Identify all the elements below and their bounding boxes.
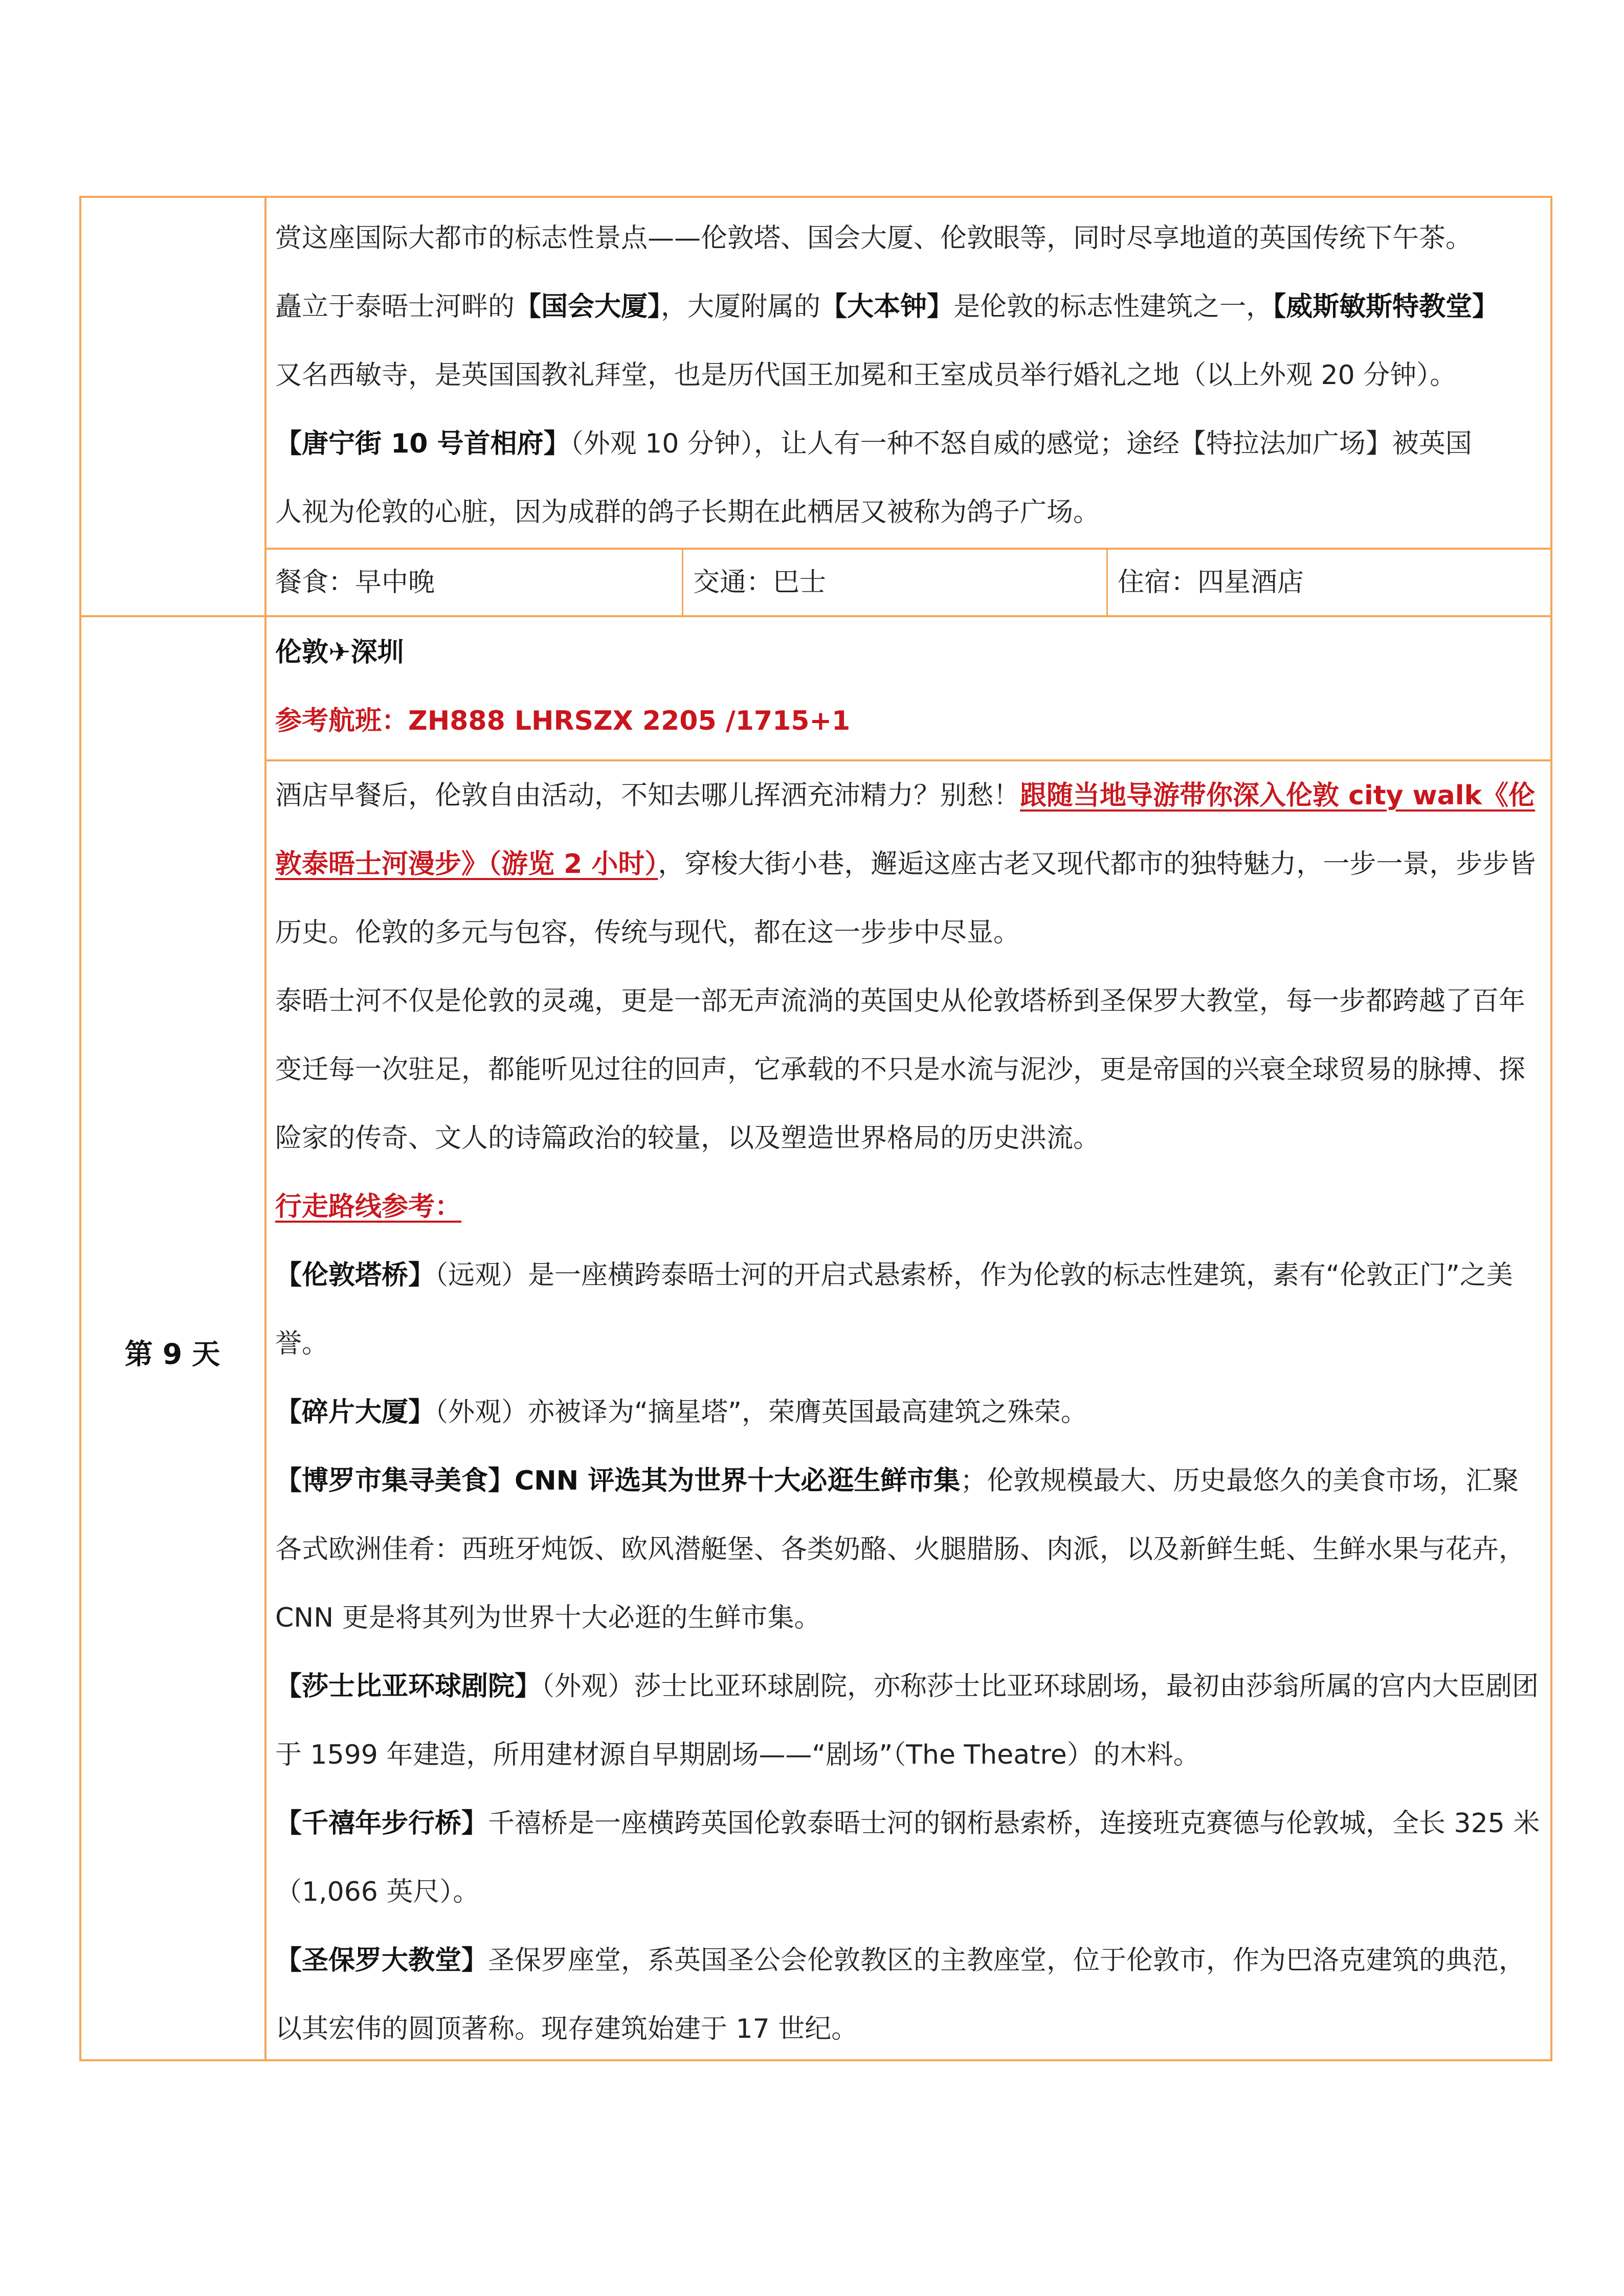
thames-paragraph: 泰晤士河不仅是伦敦的灵魂，更是一部无声流淌的英国史从伦敦塔桥到圣保罗大教堂，每一步都跨越了百年变迁每一次驻足，都能听见过往的回声，它承载的不只是水流与泥沙，更是帝国的兴衰全球贸易的脉搏、探险家的传奇、文人的诗篇政治的较量，以及塑造世界格局的历史洪流。 bbox=[275, 986, 1526, 1154]
day-9-body bbox=[275, 761, 1544, 2063]
meta-divider-1 bbox=[682, 549, 683, 615]
hotel-info: 住宿：四星酒店 bbox=[1118, 567, 1304, 598]
prev-line-3: 又名西敏寺，是英国国教礼拜堂，也是历代国王加冕和王室成员举行婚礼之地（以上外观 20 分钟）。 bbox=[275, 360, 1457, 391]
meal-info: 餐食：早中晚 bbox=[275, 567, 435, 598]
stop-borough-market: 【博罗市集寻美食】CNN 评选其为世界十大必逛生鲜市集；伦敦规模最大、历史最悠久的美食市场，汇聚各式欧洲佳肴：西班牙炖饭、欧风潜艇堡、各类奶酪、火腿腊肠、肉派，以及新鲜生蚝、生鲜水果与花卉，CNN 更是将其列为世界十大必逛的生鲜市集。 bbox=[275, 1466, 1526, 1633]
day-9-label: 第 9 天 bbox=[124, 1338, 220, 1370]
intro-paragraph: 酒店早餐后，伦敦自由活动，不知去哪儿挥洒充沛精力？别愁！跟随当地导游带你深入伦敦 city walk《伦敦泰晤士河漫步》（游览 2 小时），穿梭大街小巷，邂逅这座古老又现代都市的独特魅力，一步一景，步步皆历史。伦敦的多元与包容，传统与现代，都在这一步步中尽显。 bbox=[275, 780, 1536, 948]
itinerary-table bbox=[79, 196, 1552, 2061]
prev-line-4: 【唐宁街 10 号首相府】（外观 10 分钟），让人有一种不怒自威的感觉；途经【特拉法加广场】被英国 bbox=[275, 429, 1472, 459]
stop-shard: 【碎片大厦】（外观）亦被译为“摘星塔”，荣膺英国最高建筑之殊荣。 bbox=[275, 1397, 1087, 1428]
day-9-header bbox=[275, 618, 1544, 755]
transport-info: 交通：巴士 bbox=[693, 567, 827, 598]
table-top-border bbox=[79, 196, 1552, 198]
stop-st-pauls: 【圣保罗大教堂】圣保罗座堂，系英国圣公会伦敦教区的主教座堂，位于伦敦市，作为巴洛克建筑的典范，以其宏伟的圆顶著称。现存建筑始建于 17 世纪。 bbox=[275, 1945, 1526, 2044]
prev-line-1: 赏这座国际大都市的标志性景点——伦敦塔、国会大厦、伦敦眼等，同时尽享地道的英国传统下午茶。 bbox=[275, 223, 1473, 254]
table-left-border bbox=[79, 196, 81, 2061]
flight-info: 参考航班：ZH888 LHRSZX 2205 /1715+1 bbox=[275, 706, 851, 736]
stop-tower-bridge: 【伦敦塔桥】（远观）是一座横跨泰晤士河的开启式悬索桥，作为伦敦的标志性建筑，素有“伦敦正门”之美誉。 bbox=[275, 1260, 1513, 1359]
prev-line-2: 矗立于泰晤士河畔的【国会大厦】，大厦附属的【大本钟】是伦敦的标志性建筑之一，【威斯敏斯特教堂】 bbox=[275, 291, 1499, 322]
route-title: 伦敦✈深圳 bbox=[275, 637, 404, 668]
stop-millennium-bridge: 【千禧年步行桥】千禧桥是一座横跨英国伦敦泰晤士河的钢桁悬索桥，连接班克赛德与伦敦城，全长 325 米（1,066 英尺）。 bbox=[275, 1808, 1540, 1907]
route-heading: 行走路线参考： bbox=[275, 1191, 462, 1222]
prev-line-5: 人视为伦敦的心脏，因为成群的鸽子长期在此栖居又被称为鸽子广场。 bbox=[275, 497, 1100, 528]
meta-divider-2 bbox=[1106, 549, 1108, 615]
day-column-border bbox=[264, 196, 266, 2061]
stop-globe-theatre: 【莎士比亚环球剧院】（外观）莎士比亚环球剧院，亦称莎士比亚环球剧场，最初由莎翁所属的宫内大臣剧团于 1599 年建造，所用建材源自早期剧场——“剧场”（The Theatre）的木料。 bbox=[275, 1671, 1539, 1770]
meta-row-top-border bbox=[265, 548, 1552, 550]
table-right-border bbox=[1550, 196, 1552, 2061]
prev-day-content bbox=[275, 204, 1544, 547]
